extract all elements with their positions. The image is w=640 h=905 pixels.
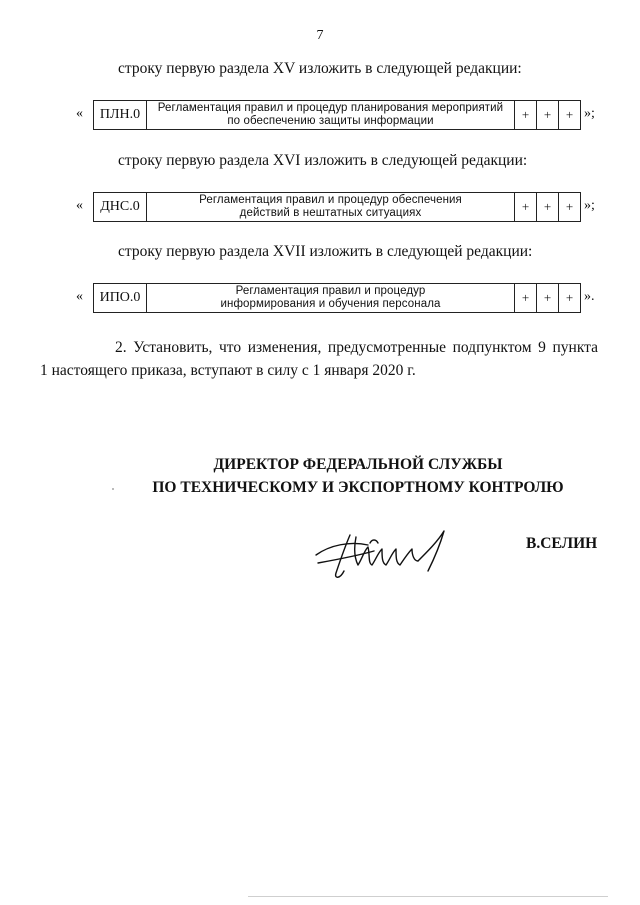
paragraph-line2: 1 настоящего приказа, вступают в силу с 1 января 2020 г.: [40, 362, 416, 379]
section-intro-xv: строку первую раздела XV изложить в следующей редакции:: [118, 60, 522, 77]
director-title: [0, 453, 640, 499]
signer-name: В.СЕЛИН: [526, 535, 598, 552]
measure-name-line1: Регламентация правил и процедур обеспечения: [199, 194, 462, 206]
table-row-xvi: [76, 192, 606, 222]
mark-cell: +: [537, 193, 559, 222]
mark-cell: +: [559, 193, 581, 222]
open-quote: «: [76, 198, 83, 213]
measure-name-line2: информирования и обучения персонала: [220, 298, 441, 310]
director-title-line1: ДИРЕКТОР ФЕДЕРАЛЬНОЙ СЛУЖБЫ: [213, 456, 503, 473]
measure-name-line2: по обеспечению защиты информации: [227, 115, 434, 127]
measure-table: [93, 192, 581, 222]
table-row-xvii: [76, 283, 606, 313]
measure-name: [147, 193, 515, 222]
mark-cell: +: [537, 284, 559, 313]
section-intro-xvii: строку первую раздела XVII изложить в следующей редакции:: [118, 243, 533, 260]
table-row-xv: [76, 100, 606, 130]
mark-cell: +: [515, 284, 537, 313]
signature-icon: [310, 515, 460, 585]
measure-code: ДНС.0: [94, 193, 147, 222]
measure-name: [147, 284, 515, 313]
paragraph-2: [40, 336, 598, 382]
mark-cell: +: [559, 101, 581, 130]
measure-table: [93, 100, 581, 130]
measure-code: ПЛН.0: [94, 101, 147, 130]
page-number: 7: [316, 28, 324, 43]
close-quote: »;: [584, 106, 595, 121]
director-title-line2: ПО ТЕХНИЧЕСКОМУ И ЭКСПОРТНОМУ КОНТРОЛЮ: [152, 479, 564, 496]
mark-cell: +: [537, 101, 559, 130]
close-quote: ».: [584, 289, 595, 304]
mark-cell: +: [515, 193, 537, 222]
measure-name-line1: Регламентация правил и процедур планирования мероприятий: [157, 102, 504, 114]
measure-code: ИПО.0: [94, 284, 147, 313]
measure-table: [93, 283, 581, 313]
measure-name: [147, 101, 515, 130]
section-intro-xvi: строку первую раздела XVI изложить в следующей редакции:: [118, 152, 528, 169]
close-quote: »;: [584, 198, 595, 213]
mark-cell: +: [515, 101, 537, 130]
mark-cell: +: [559, 284, 581, 313]
scan-edge: [248, 896, 608, 897]
open-quote: «: [76, 106, 83, 121]
paragraph-line1: 2. Установить, что изменения, предусмотренные подпунктом 9 пункта: [115, 339, 598, 356]
measure-name-line2: действий в нештатных ситуациях: [239, 207, 422, 219]
open-quote: «: [76, 289, 83, 304]
measure-name-line1: Регламентация правил и процедур: [235, 285, 426, 297]
